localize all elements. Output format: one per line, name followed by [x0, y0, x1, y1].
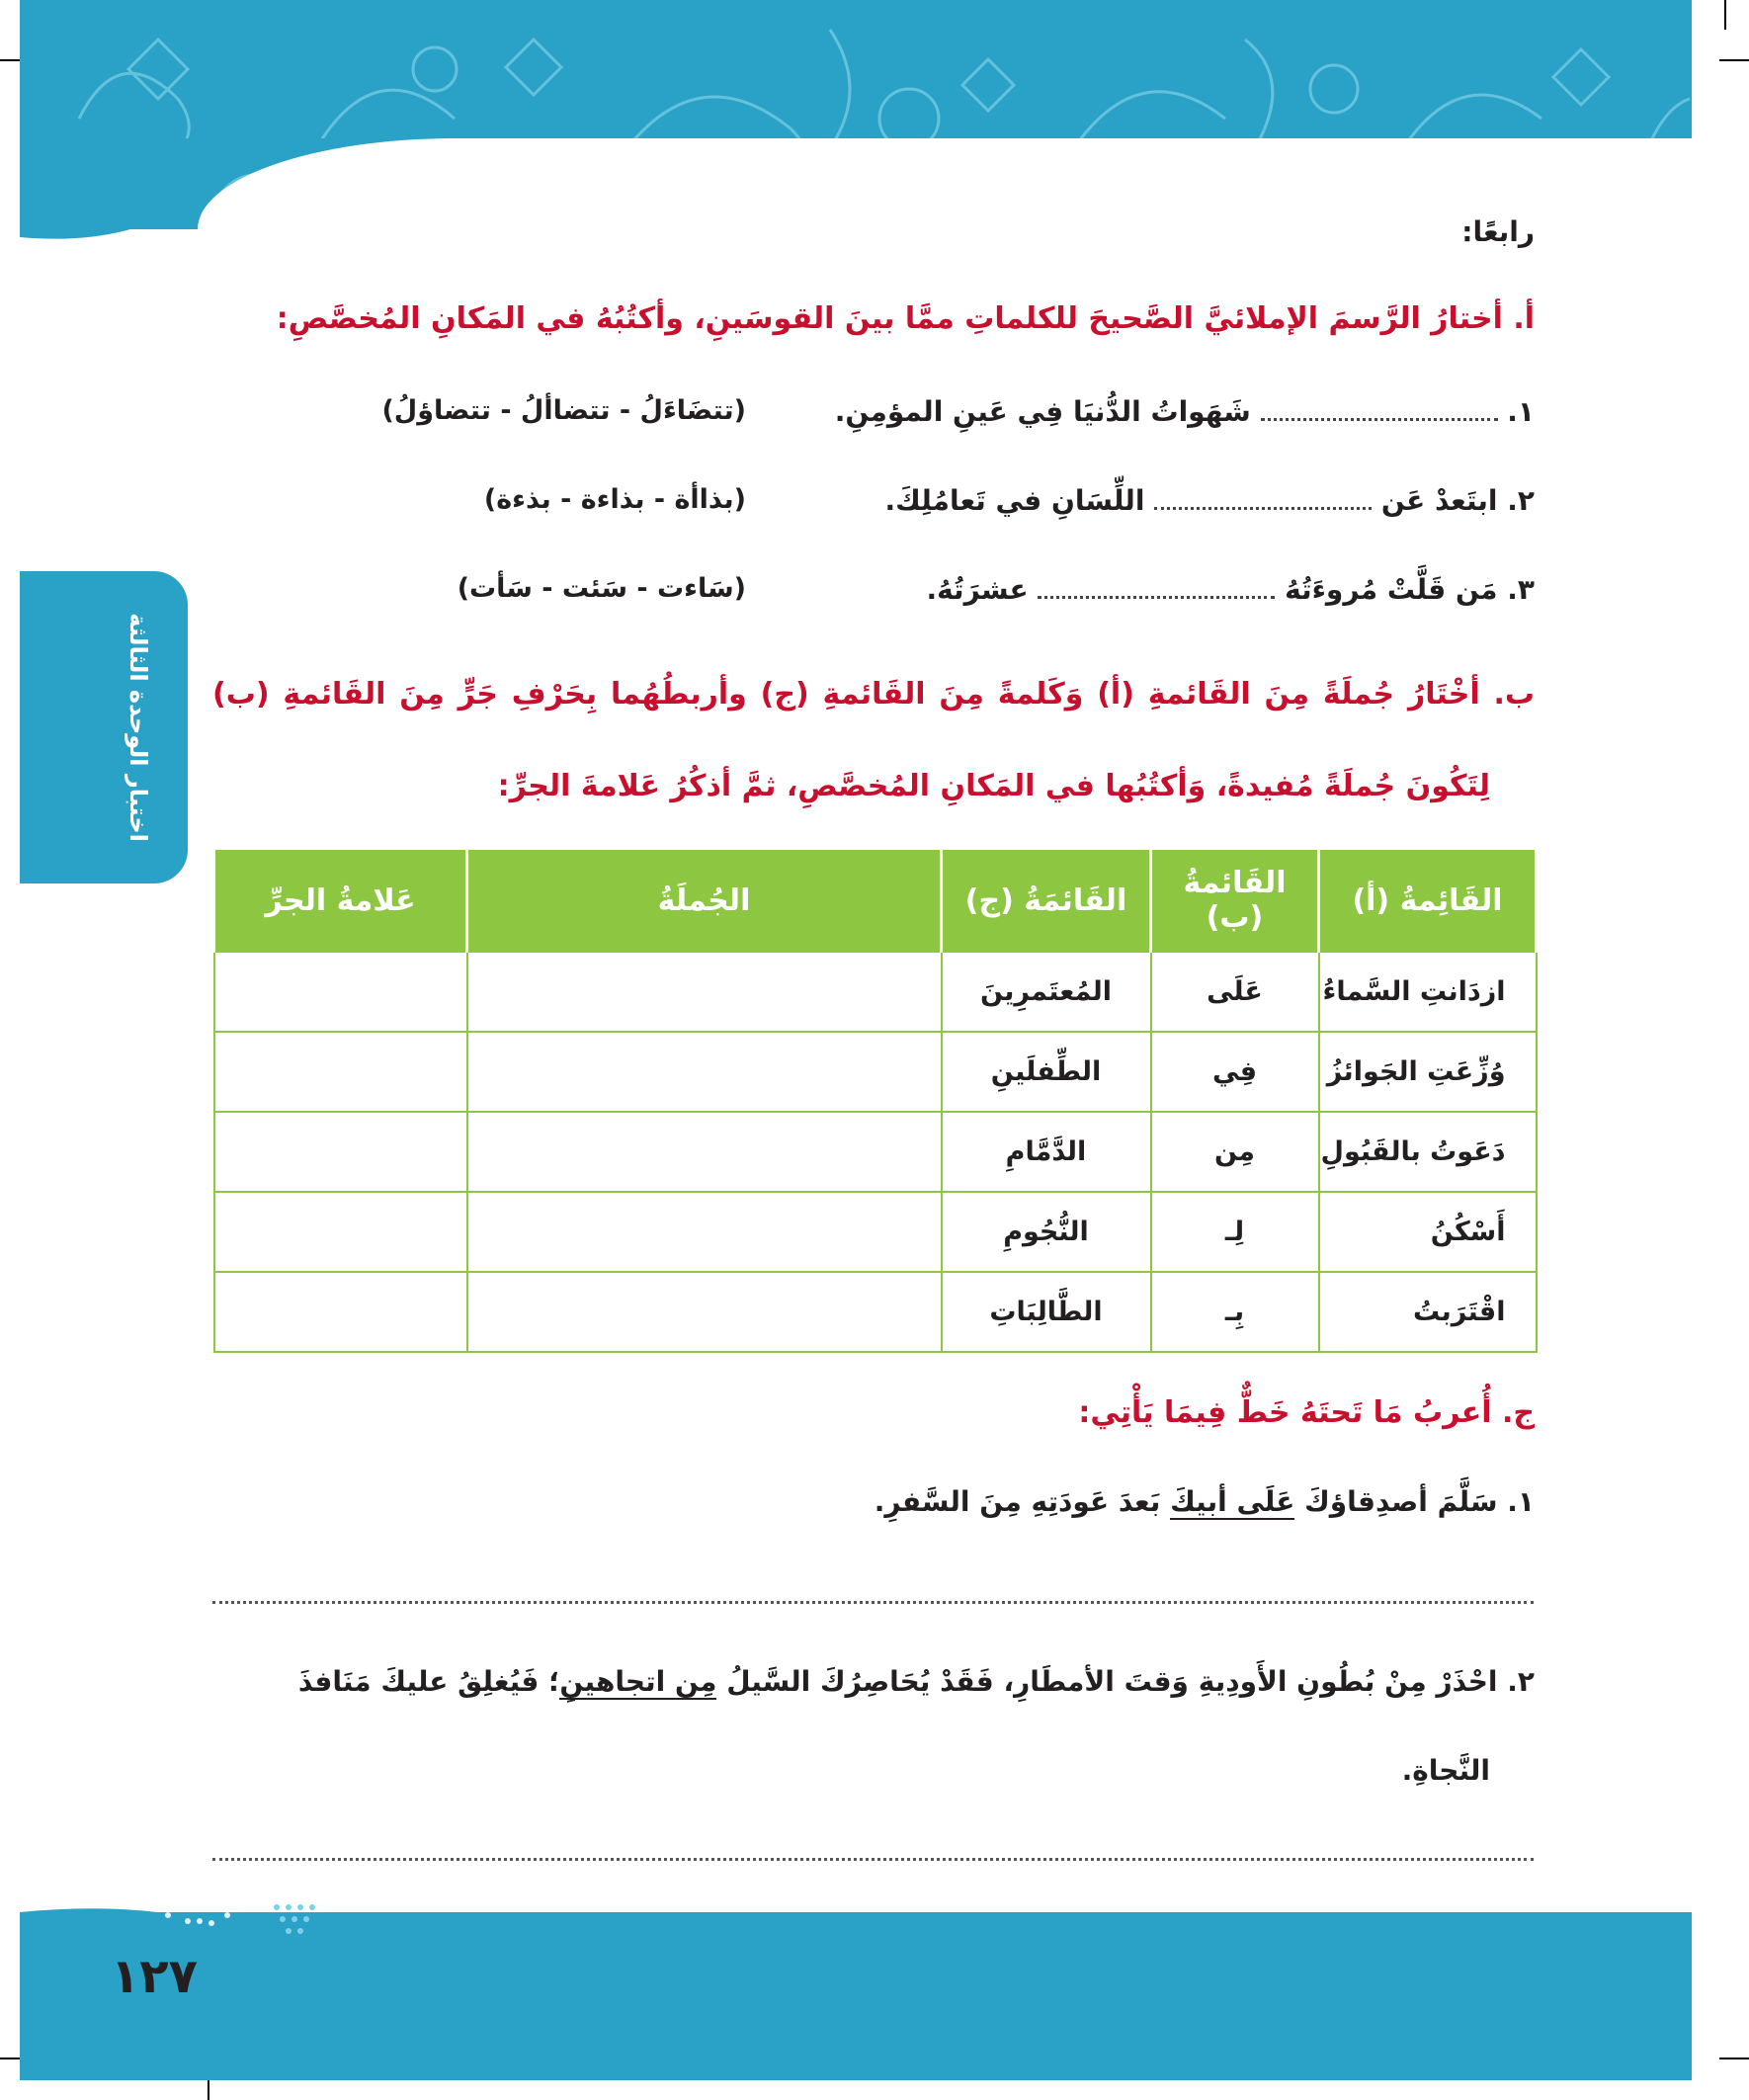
- ministry-logo-icon: [148, 1895, 326, 1955]
- cell-genitive-sign[interactable]: [214, 1192, 467, 1272]
- table-row: [214, 1272, 1537, 1352]
- part-c-question-1: [874, 1485, 1535, 1518]
- crop-mark: [1719, 59, 1749, 61]
- table-header-row: [214, 850, 1537, 952]
- section-title: رابعًا:: [1461, 215, 1535, 248]
- page-number: ١٢٧: [111, 1949, 198, 2004]
- header-list-a: القَائِمةُ (أ): [1319, 850, 1537, 952]
- part-a-instruction: أ. أختارُ الرَّسمَ الإملائيَّ الصَّحيحَ للكلماتِ ممَّا بينَ القوسَينِ، وأكتُبُهُ في المَكانِ المُخصَّصِ:: [276, 301, 1535, 336]
- question-number: ٢.: [1507, 1665, 1535, 1698]
- header-list-c: القَائمَةُ (ج): [942, 850, 1151, 952]
- part-c-question-2: [298, 1665, 1535, 1698]
- cell-list-c: الطَّالِبَاتِ: [942, 1272, 1151, 1352]
- part-a-choices-3: (سَاءت - سَئت - سَأت): [457, 573, 746, 604]
- table-row: [214, 1192, 1537, 1272]
- question-text-pre: احْذَرْ مِنْ بُطُونِ الأَودِيةِ وَقتَ الأمطَارِ، فَقَدْ يُحَاصِرُكَ السَّيلُ: [726, 1665, 1498, 1698]
- cell-list-c: المُعتَمرِينَ: [942, 952, 1151, 1032]
- matching-table: [212, 850, 1538, 1353]
- table-row: [214, 952, 1537, 1032]
- cell-list-b: فِي: [1151, 1032, 1319, 1112]
- part-a-item-1: [835, 395, 1535, 428]
- part-a-item-3: [926, 573, 1535, 606]
- item-number: ١.: [1507, 395, 1535, 428]
- question-text-post: بَعدَ عَودَتِهِ مِنَ السَّفرِ.: [874, 1485, 1161, 1518]
- part-b-instruction-2: لِتَكُونَ جُملَةً مُفيدةً، وَأكتُبُها في المَكانِ المُخصَّصِ، ثمَّ أذكُرُ عَلامةَ الجرِّ:: [497, 769, 1490, 803]
- part-a-item-2: [885, 484, 1536, 517]
- cell-genitive-sign[interactable]: [214, 1032, 467, 1112]
- cell-sentence[interactable]: [467, 952, 942, 1032]
- cell-list-b: مِن: [1151, 1112, 1319, 1192]
- cell-list-a: دَعَوتُ بالقَبُولِ: [1319, 1112, 1537, 1192]
- crop-mark: [1719, 2058, 1749, 2059]
- cell-sentence[interactable]: [467, 1272, 942, 1352]
- part-b-instruction-1: ب. أخْتَارُ جُملَةً مِنَ القَائمةِ (أ) وَكَلمةً مِنَ القَائمةِ (ج) وأربطُهُما بِحَرْفِ جَرٍّ مِنَ القَائمةِ (ب): [212, 677, 1535, 712]
- cell-list-c: النُّجُومِ: [942, 1192, 1151, 1272]
- answer-blank[interactable]: [1038, 595, 1275, 599]
- table-row: [214, 1032, 1537, 1112]
- part-a-choices-1: (تتضَاءَلُ - تتضاألُ - تتضاؤلُ): [381, 395, 746, 426]
- header-sentence: الجُملَةُ: [467, 850, 942, 952]
- answer-line[interactable]: [212, 1601, 1534, 1604]
- item-text-after: عشرَتُهُ.: [926, 573, 1029, 606]
- cell-list-c: الدَّمَّامِ: [942, 1112, 1151, 1192]
- underlined-phrase: مِن اتجاهينِ: [559, 1665, 717, 1698]
- cell-list-a: ازدَانتِ السَّماءُ: [1319, 952, 1537, 1032]
- item-number: ٢.: [1507, 484, 1535, 517]
- answer-line[interactable]: [212, 1858, 1534, 1861]
- item-number: ٣.: [1507, 573, 1535, 606]
- cell-list-a: اقْتَرَبتُ: [1319, 1272, 1537, 1352]
- cell-genitive-sign[interactable]: [214, 952, 467, 1032]
- cell-list-c: الطِّفلَينِ: [942, 1032, 1151, 1112]
- cell-genitive-sign[interactable]: [214, 1112, 467, 1192]
- item-text-after: اللِّسَانِ في تَعامُلِكَ.: [884, 484, 1145, 517]
- answer-blank[interactable]: [1154, 506, 1372, 510]
- side-tab: [20, 571, 188, 883]
- cell-list-a: أَسْكُنُ: [1319, 1192, 1537, 1272]
- question-number: ١.: [1507, 1485, 1535, 1518]
- cell-list-b: لِـ: [1151, 1192, 1319, 1272]
- cell-list-b: بِـ: [1151, 1272, 1319, 1352]
- question-text-pre: سَلَّمَ أصدِقاؤكَ: [1304, 1485, 1498, 1518]
- part-a-choices-2: (بذاأة - بذاءة - بذءة): [483, 484, 746, 515]
- part-c-instruction: ج. أُعربُ مَا تَحتَهُ خَطٌّ فِيمَا يَأْتِي:: [1078, 1395, 1535, 1430]
- cell-sentence[interactable]: [467, 1192, 942, 1272]
- underlined-phrase: عَلَى أبيكَ: [1170, 1485, 1295, 1518]
- answer-blank[interactable]: [1261, 417, 1498, 421]
- cell-sentence[interactable]: [467, 1112, 942, 1192]
- question-text-post: ؛ فَيُغلِقُ عليكَ مَنَافذَ: [297, 1665, 560, 1698]
- cell-list-b: عَلَى: [1151, 952, 1319, 1032]
- header-list-b: القَائمةُ (ب): [1151, 850, 1319, 952]
- cell-genitive-sign[interactable]: [214, 1272, 467, 1352]
- side-tab-label: اختبار الوحدة الثالثة: [125, 613, 152, 842]
- item-text-before: ابتَعدْ عَن: [1380, 484, 1498, 517]
- item-text: شَهَواتُ الدُّنيَا فِي عَينِ المؤمِنِ.: [834, 395, 1251, 428]
- table-row: [214, 1112, 1537, 1192]
- cell-list-a: وُزِّعَتِ الجَوائزُ: [1319, 1032, 1537, 1112]
- header-genitive-sign: عَلامةُ الجرِّ: [214, 850, 467, 952]
- crop-mark: [1724, 0, 1726, 30]
- cell-sentence[interactable]: [467, 1032, 942, 1112]
- part-c-question-2-line2: النَّجاةِ.: [1401, 1754, 1490, 1787]
- item-text-before: مَن قَلَّتْ مُروءَتُهُ: [1285, 573, 1498, 606]
